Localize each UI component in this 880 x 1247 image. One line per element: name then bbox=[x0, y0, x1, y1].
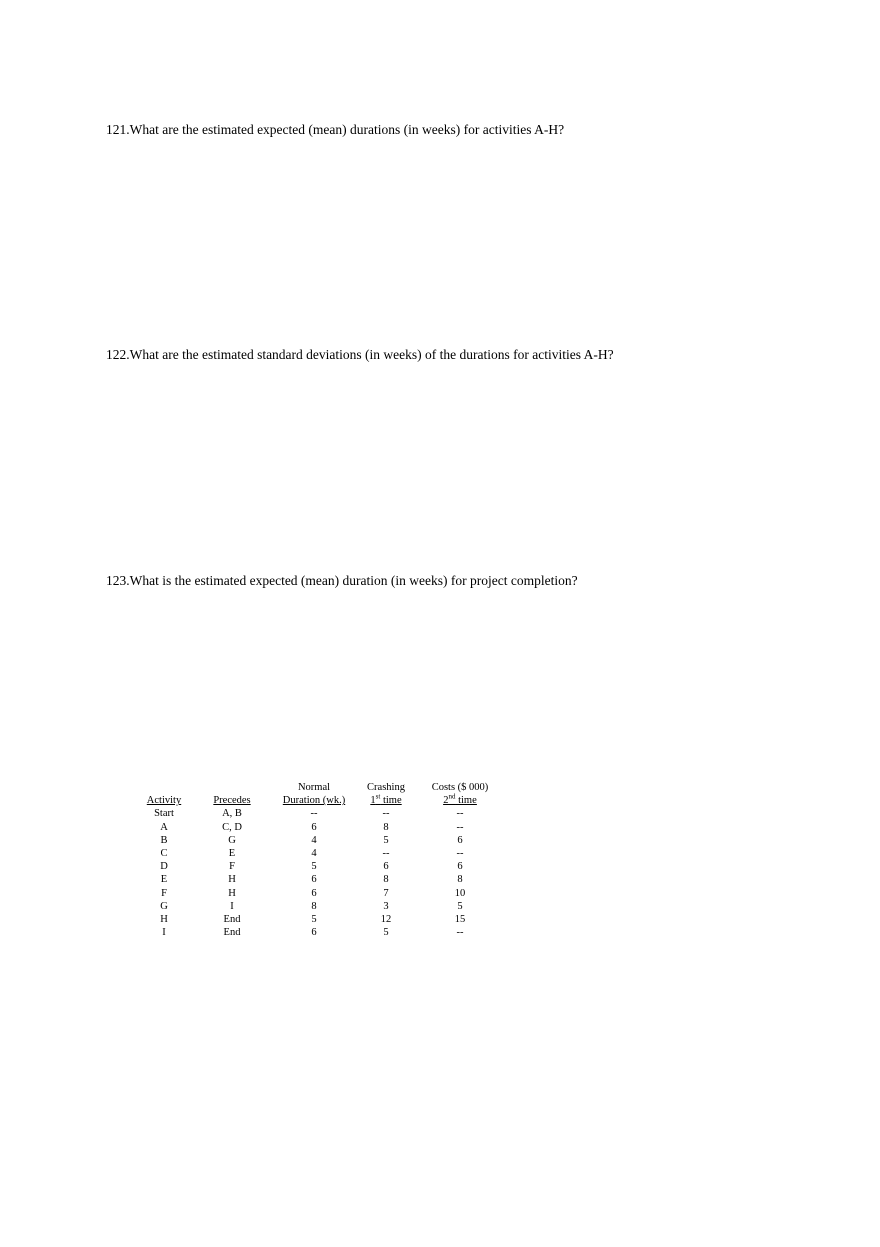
cell-activity: Start bbox=[154, 808, 174, 820]
activity-table-container bbox=[140, 781, 520, 939]
table-header bbox=[140, 781, 500, 807]
table-row bbox=[140, 860, 500, 873]
cell-precedes: H bbox=[228, 874, 236, 886]
question-text: What are the estimated standard deviations (in weeks) of the durations for activities A-H? bbox=[129, 347, 614, 362]
cell-activity: E bbox=[160, 874, 168, 886]
cell-duration: 6 bbox=[311, 927, 317, 939]
header-first-time bbox=[352, 794, 420, 807]
cell-activity: C bbox=[160, 848, 168, 860]
question-121 bbox=[106, 122, 564, 138]
cell-activity: B bbox=[160, 834, 168, 846]
header-crashing: Crashing bbox=[367, 782, 405, 793]
header-second-time bbox=[420, 794, 500, 807]
header-second-word: time bbox=[455, 795, 477, 807]
cell-first-time: 8 bbox=[383, 874, 389, 886]
cell-precedes: C, D bbox=[222, 821, 242, 833]
cell-duration: 5 bbox=[311, 914, 317, 926]
cell-duration: 6 bbox=[311, 874, 317, 886]
table-row bbox=[140, 807, 500, 820]
cell-second-time: 5 bbox=[457, 900, 463, 912]
cell-activity: G bbox=[160, 900, 168, 912]
header-duration-label: Duration (wk.) bbox=[282, 795, 346, 807]
cell-duration: 8 bbox=[311, 900, 317, 912]
question-number: 122. bbox=[106, 347, 130, 362]
cell-duration: 6 bbox=[311, 821, 317, 833]
cell-activity: H bbox=[160, 914, 168, 926]
question-number: 121. bbox=[106, 122, 130, 137]
table-row bbox=[140, 847, 500, 860]
cell-precedes: End bbox=[223, 927, 241, 939]
cell-second-time: 10 bbox=[454, 887, 466, 899]
cell-precedes: F bbox=[229, 861, 235, 873]
cell-second-time: -- bbox=[456, 821, 464, 833]
cell-second-time: -- bbox=[456, 927, 464, 939]
cell-duration: 4 bbox=[311, 848, 317, 860]
table-row bbox=[140, 834, 500, 847]
header-first-sup: st bbox=[375, 792, 381, 801]
header-first-word: time bbox=[380, 795, 402, 807]
header-first-num: 1 bbox=[370, 795, 376, 807]
cell-second-time: 15 bbox=[454, 914, 466, 926]
cell-first-time: 7 bbox=[383, 887, 389, 899]
cell-first-time: 3 bbox=[383, 900, 389, 912]
header-activity bbox=[140, 794, 188, 807]
header-costs: Costs ($ 000) bbox=[431, 782, 489, 793]
question-122 bbox=[106, 347, 614, 363]
cell-second-time: 6 bbox=[457, 861, 463, 873]
cell-duration: 5 bbox=[311, 861, 317, 873]
table-body bbox=[140, 807, 500, 939]
table-row bbox=[140, 913, 500, 926]
table-row bbox=[140, 887, 500, 900]
question-number: 123. bbox=[106, 573, 130, 588]
cell-precedes: I bbox=[230, 900, 234, 912]
cell-precedes: E bbox=[228, 848, 236, 860]
header-second-sup: nd bbox=[448, 792, 456, 801]
cell-precedes: H bbox=[228, 887, 236, 899]
header-blank bbox=[140, 781, 188, 794]
cell-activity: F bbox=[161, 887, 167, 899]
question-123 bbox=[106, 573, 578, 589]
question-text: What is the estimated expected (mean) duration (in weeks) for project completion? bbox=[129, 573, 578, 588]
header-normal: Normal bbox=[297, 782, 331, 793]
cell-precedes: A, B bbox=[222, 808, 242, 820]
cell-precedes: G bbox=[228, 834, 236, 846]
cell-second-time: 8 bbox=[457, 874, 463, 886]
question-text: What are the estimated expected (mean) durations (in weeks) for activities A-H? bbox=[129, 122, 565, 137]
cell-activity: I bbox=[162, 927, 166, 939]
table-row bbox=[140, 873, 500, 886]
cell-second-time: -- bbox=[456, 808, 464, 820]
activity-table bbox=[140, 781, 500, 939]
header-second-num: 2 bbox=[443, 795, 449, 807]
header-row-bottom bbox=[140, 794, 500, 807]
cell-first-time: 6 bbox=[383, 861, 389, 873]
cell-first-time: -- bbox=[382, 808, 390, 820]
header-row-top bbox=[140, 781, 500, 794]
table-row bbox=[140, 926, 500, 939]
cell-second-time: 6 bbox=[457, 834, 463, 846]
cell-duration: -- bbox=[310, 808, 318, 820]
header-precedes-label: Precedes bbox=[213, 795, 251, 807]
header-precedes bbox=[188, 794, 276, 807]
cell-first-time: 5 bbox=[383, 927, 389, 939]
table-row bbox=[140, 900, 500, 913]
cell-activity: D bbox=[160, 861, 168, 873]
cell-second-time: -- bbox=[456, 848, 464, 860]
cell-first-time: 5 bbox=[383, 834, 389, 846]
header-activity-label: Activity bbox=[146, 795, 182, 807]
header-duration bbox=[276, 794, 352, 807]
header-second-time-label bbox=[443, 792, 477, 807]
cell-duration: 6 bbox=[311, 887, 317, 899]
cell-precedes: End bbox=[223, 914, 241, 926]
cell-first-time: -- bbox=[382, 848, 390, 860]
cell-first-time: 12 bbox=[380, 914, 392, 926]
header-blank bbox=[188, 781, 276, 794]
table-row bbox=[140, 821, 500, 834]
header-first-time-label bbox=[370, 792, 402, 807]
cell-duration: 4 bbox=[311, 834, 317, 846]
cell-first-time: 8 bbox=[383, 821, 389, 833]
cell-activity: A bbox=[160, 821, 168, 833]
